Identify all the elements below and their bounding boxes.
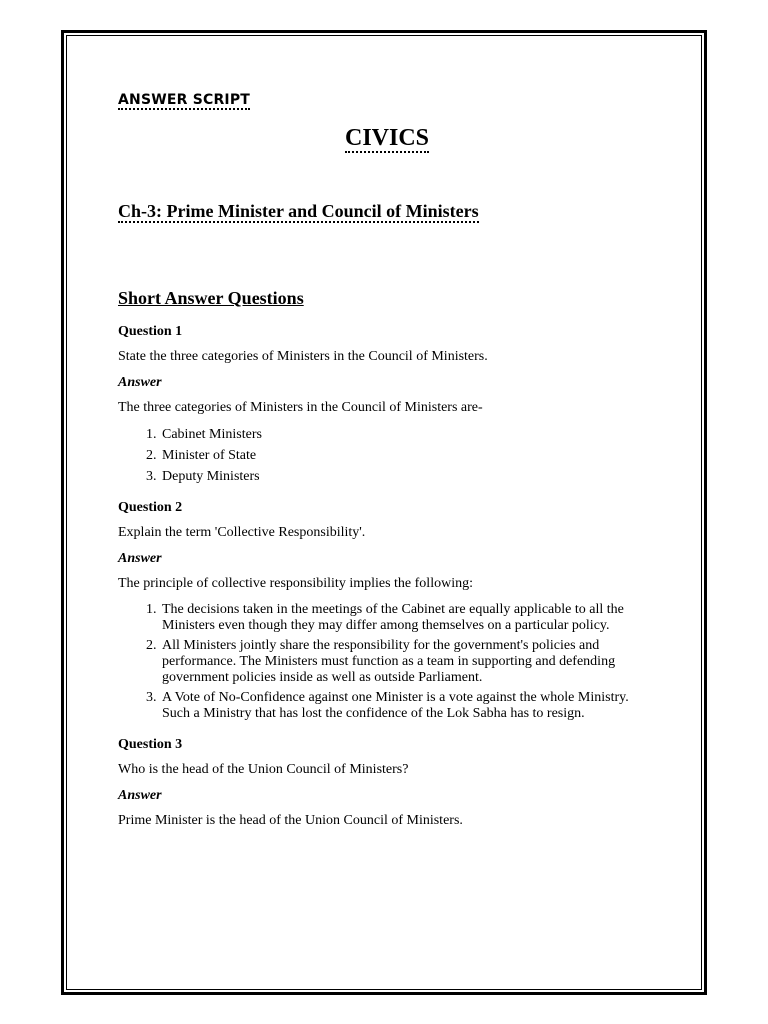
answer-script-label	[118, 88, 658, 110]
list-item: 1. Cabinet Ministers	[160, 426, 658, 443]
question-text: Explain the term 'Collective Responsibility'.	[118, 525, 366, 540]
subject-title: CIVICS	[344, 125, 430, 151]
answer-list	[118, 426, 658, 485]
answer-intro: The three categories of Ministers in the Council of Ministers are-	[118, 400, 483, 415]
question-text: Who is the head of the Union Council of Ministers?	[118, 762, 409, 777]
answer-label: Answer	[118, 375, 162, 390]
document-content	[118, 88, 658, 830]
answer-intro: Prime Minister is the head of the Union Council of Ministers.	[118, 813, 463, 828]
chapter-title: Ch-3: Prime Minister and Council of Ministers	[118, 201, 479, 221]
list-item: 3. A Vote of No-Confidence against one Minister is a vote against the whole Ministry. Such a Ministry that has lost the confidence of the Lok Sabha has to resign.	[160, 690, 658, 722]
question-block-3	[118, 736, 658, 830]
answer-label: Answer	[118, 551, 162, 566]
section-title: Short Answer Questions	[118, 288, 304, 308]
question-heading: Question 3	[118, 737, 183, 752]
question-text: State the three categories of Ministers in the Council of Ministers.	[118, 349, 488, 364]
answer-script-heading: ANSWER SCRIPT	[118, 92, 251, 108]
list-item: 2. All Ministers jointly share the responsibility for the government's policies and performance. The Ministers must function as a team in supporting and defending government policies inside as well as outside Parliament.	[160, 638, 658, 686]
question-block-1	[118, 323, 658, 485]
list-item: 3. Deputy Ministers	[160, 468, 658, 485]
question-heading: Question 1	[118, 324, 183, 339]
subject-title-wrap	[116, 126, 658, 153]
list-item: 2. Minister of State	[160, 447, 658, 464]
question-heading: Question 2	[118, 500, 183, 515]
list-item: 1. The decisions taken in the meetings of the Cabinet are equally applicable to all the Ministers even though they may differ among themselves on a particular policy.	[160, 602, 658, 634]
answer-list	[118, 602, 658, 722]
answer-label: Answer	[118, 788, 162, 803]
question-block-2	[118, 499, 658, 722]
answer-intro: The principle of collective responsibility implies the following:	[118, 576, 473, 591]
chapter-title-wrap	[118, 201, 658, 223]
